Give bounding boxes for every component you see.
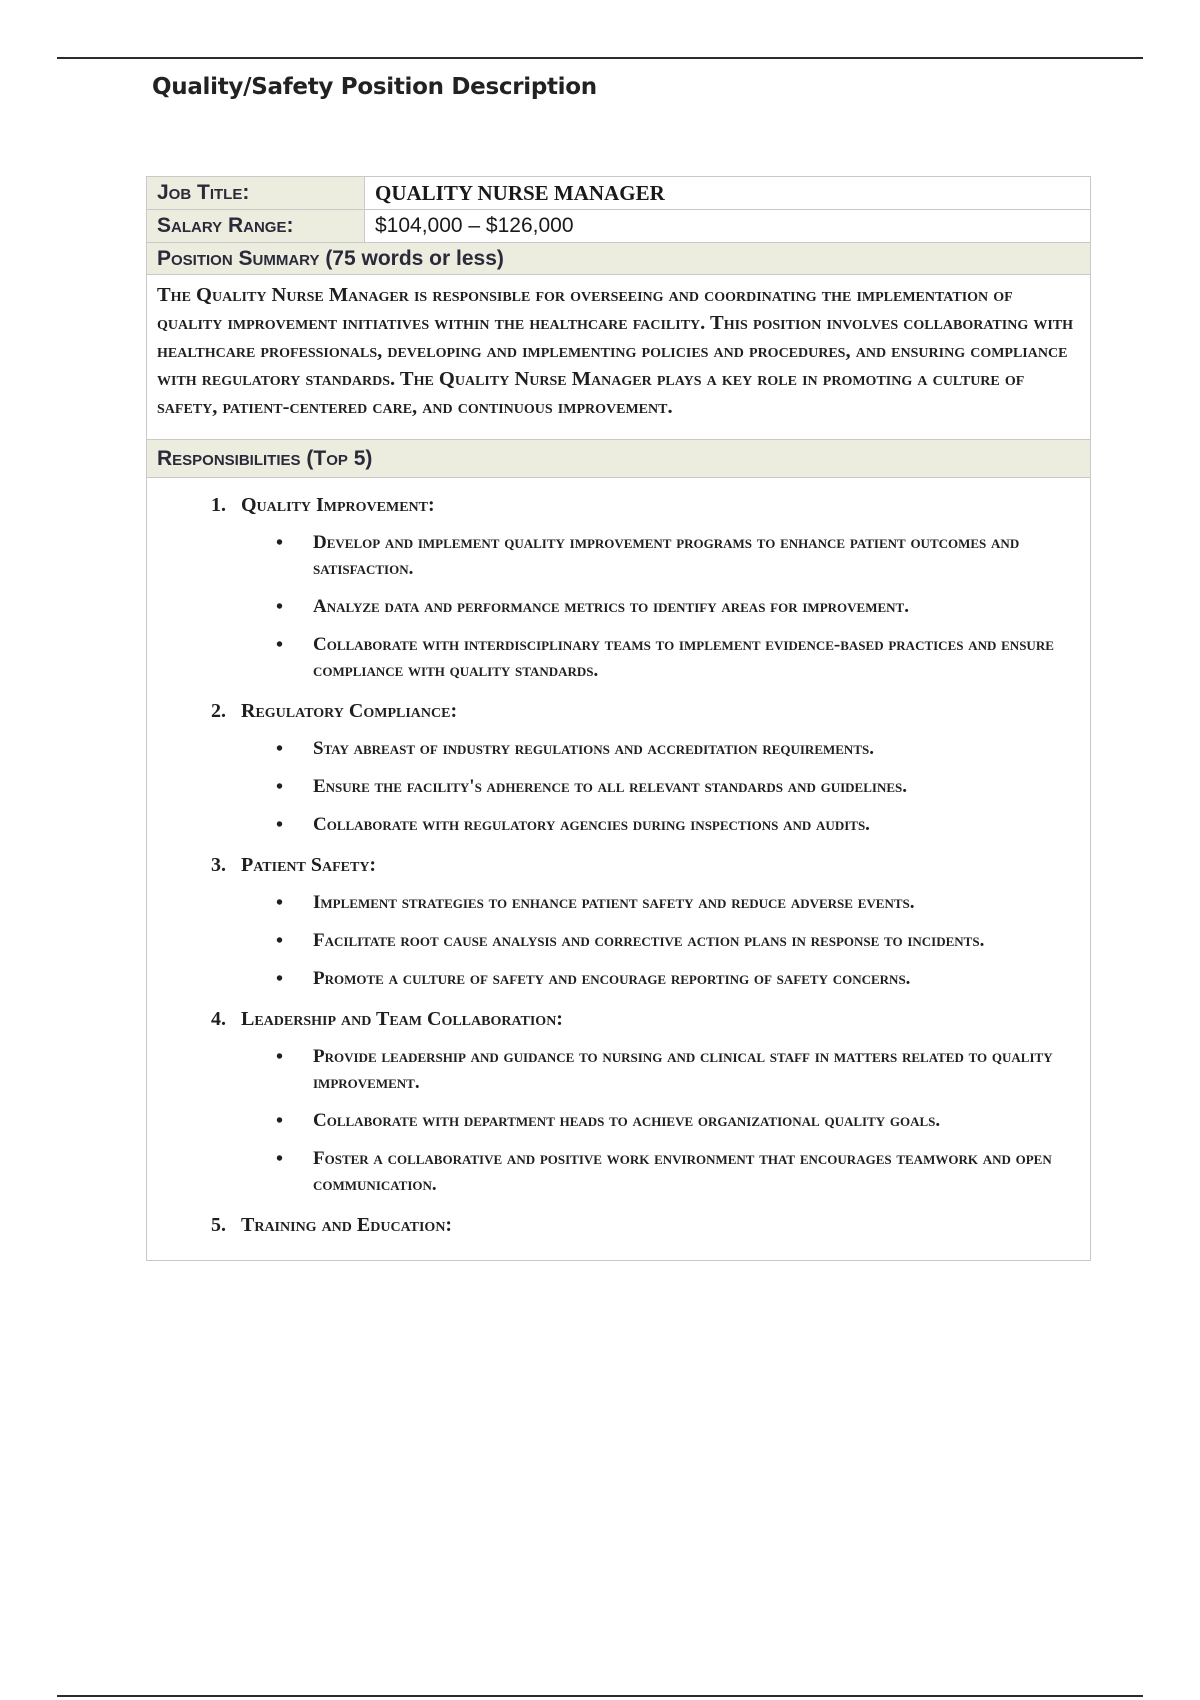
salary-label: Salary Range: (147, 210, 365, 243)
summary-row (147, 275, 1091, 440)
bullet-icon: • (276, 968, 284, 990)
bullet-text: Analyze data and performance metrics to identify areas for improvement. (313, 596, 909, 617)
responsibilities-note: (Top 5) (306, 446, 373, 470)
responsibilities-list (157, 490, 1078, 1244)
responsibility-bullet (276, 1108, 1078, 1134)
bullet-text: Collaborate with regulatory agencies during inspections and audits. (313, 814, 870, 835)
job-title-row (147, 177, 1091, 210)
responsibilities-header-row (147, 440, 1091, 478)
bullet-icon: • (276, 596, 284, 618)
salary-row (147, 210, 1091, 243)
responsibility-bullet (276, 1044, 1078, 1096)
responsibility-heading: 3. Patient Safety: (241, 854, 377, 876)
bullet-text: Collaborate with department heads to achieve organizational quality goals. (313, 1110, 941, 1131)
responsibility-bullet (276, 632, 1078, 684)
bullet-text: Develop and implement quality improvement programs to enhance patient outcomes and satisfaction. (313, 532, 1020, 579)
responsibility-heading: 2. Regulatory Compliance: (241, 700, 458, 722)
responsibility-heading: 1. Quality Improvement: (241, 494, 435, 516)
responsibility-item (231, 850, 1078, 992)
responsibility-bullet (276, 928, 1078, 954)
responsibility-bullets (241, 890, 1078, 992)
bullet-icon: • (276, 738, 284, 760)
bullet-icon: • (276, 1148, 284, 1170)
document-title: Quality/Safety Position Description (152, 74, 597, 100)
bullet-icon: • (276, 930, 284, 952)
bullet-text: Implement strategies to enhance patient safety and reduce adverse events. (313, 892, 915, 913)
bullet-icon: • (276, 892, 284, 914)
bullet-text: Facilitate root cause analysis and corrective action plans in response to incidents. (313, 930, 985, 951)
responsibility-bullets (241, 736, 1078, 838)
salary-value: $104,000 – $126,000 (365, 210, 1091, 243)
responsibilities-header (147, 440, 1091, 478)
bullet-icon: • (276, 814, 284, 836)
responsibility-bullets (241, 530, 1078, 684)
responsibility-heading: 5. Training and Education: (241, 1214, 453, 1236)
responsibility-bullet (276, 812, 1078, 838)
responsibility-bullet (276, 966, 1078, 992)
responsibility-bullet (276, 774, 1078, 800)
responsibility-bullet (276, 594, 1078, 620)
summary-label: Position Summary (157, 246, 320, 270)
bottom-rule (57, 1695, 1143, 1697)
summary-header (147, 243, 1091, 275)
responsibility-item (231, 1210, 1078, 1244)
bullet-text: Foster a collaborative and positive work environment that encourages teamwork and open communication. (313, 1148, 1052, 1195)
summary-header-row (147, 243, 1091, 275)
responsibility-item (231, 696, 1078, 838)
responsibilities-label: Responsibilities (157, 446, 301, 470)
bullet-icon: • (276, 1046, 284, 1068)
job-title-label: Job Title: (147, 177, 365, 210)
responsibility-item (231, 1004, 1078, 1198)
bullet-icon: • (276, 634, 284, 656)
bullet-text: Stay abreast of industry regulations and accreditation requirements. (313, 738, 874, 759)
bullet-icon: • (276, 776, 284, 798)
bullet-text: Provide leadership and guidance to nursing and clinical staff in matters related to quality improvement. (313, 1046, 1053, 1093)
bullet-icon: • (276, 1110, 284, 1132)
responsibilities-cell (147, 478, 1091, 1261)
responsibilities-row (147, 478, 1091, 1261)
bullet-text: Collaborate with interdisciplinary teams to implement evidence-based practices and ensure compliance with quality standards. (313, 634, 1054, 681)
responsibility-heading: 4. Leadership and Team Collaboration: (241, 1008, 563, 1030)
responsibility-bullets (241, 1044, 1078, 1198)
responsibility-bullet (276, 530, 1078, 582)
bullet-icon: • (276, 532, 284, 554)
top-rule (57, 57, 1143, 59)
position-table (146, 176, 1091, 1261)
responsibility-bullet (276, 736, 1078, 762)
bullet-text: Promote a culture of safety and encourage reporting of safety concerns. (313, 968, 911, 989)
summary-text: The Quality Nurse Manager is responsible for overseeing and coordinating the implementation of quality improvement initiatives within the healthcare facility. This position involves collaborating with healthcare professionals, developing and implementing policies and procedures, and ensuring compliance with regulatory standards. The Quality Nurse Manager plays a key role in promoting a culture of safety, patient-centered care, and continuous improvement. (147, 275, 1091, 440)
responsibility-bullet (276, 1146, 1078, 1198)
summary-note: (75 words or less) (325, 246, 504, 270)
bullet-text: Ensure the facility's adherence to all relevant standards and guidelines. (313, 776, 908, 797)
responsibility-bullet (276, 890, 1078, 916)
responsibility-item (231, 490, 1078, 684)
job-title-value: QUALITY NURSE MANAGER (365, 177, 1091, 210)
